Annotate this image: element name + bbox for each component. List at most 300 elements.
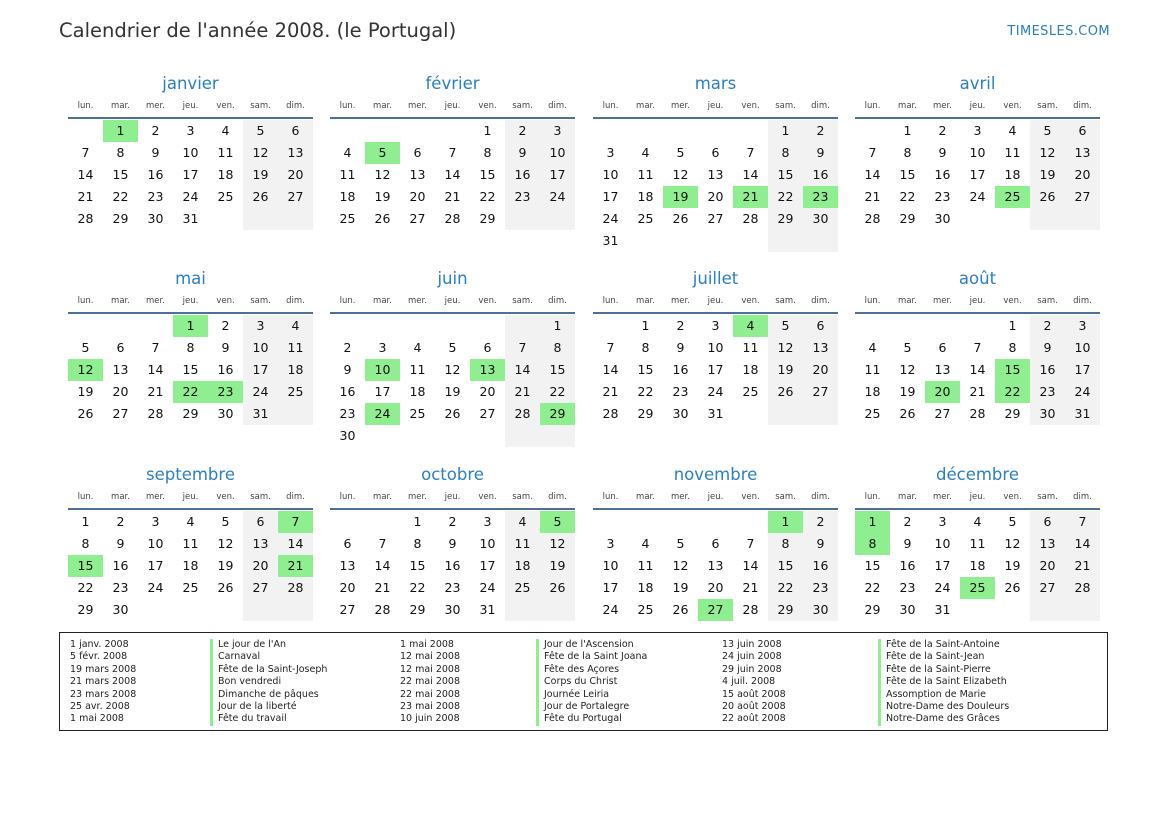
day-cell: 10 (602, 167, 619, 182)
day-cell: 11 (182, 536, 199, 551)
day-cell: 24 (1065, 381, 1100, 403)
day-cell: 19 (374, 189, 391, 204)
day-cell: 10 (365, 359, 400, 381)
empty-cell (733, 511, 768, 533)
day-cell: 19 (1030, 164, 1065, 186)
day-cell: 2 (151, 123, 160, 138)
weekday-label: dim. (811, 296, 830, 306)
day-cell: 30 (217, 406, 234, 421)
day-cell: 13 (278, 142, 313, 164)
month-name: février (425, 74, 480, 93)
day-cell: 20 (707, 580, 724, 595)
day-cell: 2 (803, 120, 838, 142)
empty-cell (698, 511, 733, 533)
day-cell: 4 (973, 514, 982, 529)
day-cell: 13 (803, 337, 838, 359)
weekday-label: jeu. (707, 492, 724, 502)
week-row (68, 208, 313, 230)
day-cell: 29 (637, 406, 654, 421)
day-cell: 12 (217, 536, 234, 551)
month-name: décembre (936, 465, 1019, 484)
day-cell: 9 (505, 142, 540, 164)
weekday-label: lun. (77, 101, 94, 111)
weekday-label: sam. (512, 492, 533, 502)
day-cell: 6 (413, 145, 422, 160)
day-cell: 18 (278, 359, 313, 381)
weekday-label: ven. (216, 296, 235, 306)
weekday-label: jeu. (182, 492, 199, 502)
week-row (593, 555, 838, 577)
day-cell: 10 (707, 340, 724, 355)
empty-cell (243, 599, 278, 621)
day-cell: 11 (742, 340, 759, 355)
legend-date: 23 mai 2008 (400, 700, 461, 712)
day-cell: 17 (707, 362, 724, 377)
weekday-label: ven. (741, 492, 760, 502)
week-row (68, 403, 313, 425)
day-cell: 10 (1065, 337, 1100, 359)
day-cell: 16 (803, 164, 838, 186)
empty-cell (663, 511, 698, 533)
week-row (68, 186, 313, 208)
week-row (855, 533, 1100, 555)
empty-cell (278, 403, 313, 425)
weekday-label: jeu. (444, 492, 461, 502)
day-cell: 8 (903, 145, 912, 160)
week-row (330, 381, 575, 403)
day-cell: 22 (112, 189, 129, 204)
legend-holiday-name: Fête des Açores (536, 664, 647, 676)
empty-cell (733, 403, 768, 425)
legend-holiday-name: Corps du Christ (536, 676, 647, 688)
weekday-label: sam. (775, 101, 796, 111)
day-cell: 6 (1065, 120, 1100, 142)
month-days (68, 511, 313, 621)
weekday-label: ven. (1003, 101, 1022, 111)
month-name: août (958, 269, 997, 288)
month-10 (593, 463, 838, 621)
day-cell: 29 (540, 403, 575, 425)
day-cell: 29 (112, 211, 129, 226)
weekday-label: lun. (339, 492, 356, 502)
day-cell: 21 (505, 381, 540, 403)
day-cell: 22 (479, 189, 496, 204)
day-cell: 6 (483, 340, 492, 355)
week-row (68, 142, 313, 164)
day-cell: 25 (217, 189, 234, 204)
day-cell: 18 (339, 189, 356, 204)
day-cell: 3 (1065, 315, 1100, 337)
day-cell: 21 (733, 186, 768, 208)
day-cell: 17 (479, 558, 496, 573)
day-cell: 25 (637, 211, 654, 226)
weekday-header (330, 99, 575, 119)
empty-cell (330, 511, 365, 533)
legend-holiday-name: Notre-Dame des Grâces (878, 713, 1009, 725)
week-row (593, 337, 838, 359)
legend-date: 12 mai 2008 (400, 651, 461, 663)
legend-date: 4 juil. 2008 (722, 676, 776, 688)
day-cell: 17 (969, 167, 986, 182)
day-cell: 15 (68, 555, 103, 577)
day-cell: 17 (602, 189, 619, 204)
week-row (330, 511, 575, 533)
empty-cell (855, 315, 890, 337)
weekday-header (593, 99, 838, 119)
day-cell: 17 (182, 167, 199, 182)
weekday-label: ven. (478, 492, 497, 502)
weekday-label: mer. (146, 492, 165, 502)
legend-holiday-name: Fête de la Saint-Jean (878, 651, 1009, 663)
day-cell: 21 (864, 189, 881, 204)
day-cell: 8 (855, 533, 890, 555)
week-row (855, 337, 1100, 359)
weekday-label: jeu. (969, 296, 986, 306)
month-name: septembre (146, 465, 235, 484)
day-cell: 27 (803, 381, 838, 403)
day-cell: 28 (969, 406, 986, 421)
day-cell: 9 (343, 362, 352, 377)
day-cell: 11 (969, 536, 986, 551)
day-cell: 11 (864, 362, 881, 377)
day-cell: 25 (742, 384, 759, 399)
empty-cell (330, 315, 365, 337)
day-cell: 1 (81, 514, 90, 529)
empty-cell (400, 425, 435, 447)
day-cell: 18 (864, 384, 881, 399)
day-cell: 15 (768, 555, 803, 577)
legend-date: 19 mars 2008 (70, 663, 137, 675)
day-cell: 28 (147, 406, 164, 421)
weekday-label: ven. (741, 101, 760, 111)
empty-cell (365, 120, 400, 142)
legend-holiday-name: Fête de la Saint-Joseph (210, 664, 327, 676)
empty-cell (593, 120, 628, 142)
day-cell: 7 (505, 337, 540, 359)
weekday-label: dim. (1073, 492, 1092, 502)
week-row (330, 337, 575, 359)
day-cell: 27 (707, 211, 724, 226)
day-cell: 2 (938, 123, 947, 138)
empty-cell (138, 315, 173, 337)
day-cell: 1 (540, 315, 575, 337)
legend-holiday-name: Jour de Portalegre (536, 701, 647, 713)
day-cell: 5 (1030, 120, 1065, 142)
day-cell: 9 (903, 536, 912, 551)
day-cell: 26 (243, 186, 278, 208)
day-cell: 4 (278, 315, 313, 337)
day-cell: 6 (1030, 511, 1065, 533)
day-cell: 12 (899, 362, 916, 377)
day-cell: 4 (641, 145, 650, 160)
weekday-label: lun. (339, 296, 356, 306)
day-cell: 13 (1065, 142, 1100, 164)
weekday-label: mar. (373, 296, 392, 306)
day-cell: 5 (676, 536, 685, 551)
legend-holiday-name: Carnaval (210, 651, 327, 663)
day-cell: 15 (768, 164, 803, 186)
weekday-label: mer. (408, 296, 427, 306)
empty-cell (470, 315, 505, 337)
week-row (330, 315, 575, 337)
weekday-label: lun. (77, 492, 94, 502)
day-cell: 21 (374, 580, 391, 595)
week-row (593, 208, 838, 230)
day-cell: 15 (540, 359, 575, 381)
weekday-label: ven. (478, 101, 497, 111)
weekday-label: ven. (1003, 492, 1022, 502)
day-cell: 1 (855, 511, 890, 533)
day-cell: 21 (444, 189, 461, 204)
day-cell: 26 (899, 406, 916, 421)
day-cell: 22 (173, 381, 208, 403)
empty-cell (698, 230, 733, 252)
day-cell: 19 (217, 558, 234, 573)
day-cell: 18 (217, 167, 234, 182)
day-cell: 29 (864, 602, 881, 617)
week-row (593, 577, 838, 599)
day-cell: 6 (711, 536, 720, 551)
weekday-label: mar. (898, 296, 917, 306)
week-row (330, 555, 575, 577)
weekday-label: lun. (864, 296, 881, 306)
day-cell: 11 (339, 167, 356, 182)
day-cell: 27 (339, 602, 356, 617)
day-cell: 15 (864, 558, 881, 573)
day-cell: 4 (186, 514, 195, 529)
day-cell: 25 (505, 577, 540, 599)
day-cell: 10 (147, 536, 164, 551)
legend-holiday-name: Le jour de l'An (210, 639, 327, 651)
day-cell: 26 (768, 381, 803, 403)
day-cell: 13 (243, 533, 278, 555)
week-row (68, 381, 313, 403)
month-2 (593, 72, 838, 252)
day-cell: 14 (1065, 533, 1100, 555)
day-cell: 7 (973, 340, 982, 355)
day-cell: 30 (934, 211, 951, 226)
day-cell: 2 (505, 120, 540, 142)
empty-cell (628, 511, 663, 533)
day-cell: 21 (147, 384, 164, 399)
weekday-label: jeu. (182, 101, 199, 111)
day-cell: 10 (602, 558, 619, 573)
month-days (855, 120, 1100, 230)
weekday-header (68, 490, 313, 510)
day-cell: 6 (243, 511, 278, 533)
day-cell: 2 (448, 514, 457, 529)
week-row (330, 359, 575, 381)
day-cell: 26 (540, 577, 575, 599)
day-cell: 15 (637, 362, 654, 377)
day-cell: 5 (540, 511, 575, 533)
legend-holiday-name: Fête de la Saint Elizabeth (878, 676, 1009, 688)
day-cell: 23 (444, 580, 461, 595)
empty-cell (960, 599, 995, 621)
day-cell: 30 (672, 406, 689, 421)
day-cell: 11 (409, 362, 426, 377)
day-cell: 8 (768, 142, 803, 164)
week-row (855, 208, 1100, 230)
empty-cell (365, 425, 400, 447)
month-5 (330, 267, 575, 447)
day-cell: 18 (409, 384, 426, 399)
day-cell: 4 (1008, 123, 1017, 138)
weekday-label: dim. (548, 492, 567, 502)
day-cell: 29 (899, 211, 916, 226)
brand-link[interactable]: TIMESLES.COM (1007, 24, 1110, 39)
week-row (330, 208, 575, 230)
day-cell: 7 (746, 145, 755, 160)
month-name: novembre (673, 465, 758, 484)
day-cell: 19 (540, 555, 575, 577)
day-cell: 17 (934, 558, 951, 573)
day-cell: 7 (278, 511, 313, 533)
day-cell: 29 (77, 602, 94, 617)
weekday-label: mer. (671, 101, 690, 111)
day-cell: 9 (221, 340, 230, 355)
weekday-label: dim. (811, 492, 830, 502)
weekday-header (330, 490, 575, 510)
day-cell: 3 (483, 514, 492, 529)
day-cell: 14 (444, 167, 461, 182)
weekday-label: lun. (602, 101, 619, 111)
empty-cell (68, 120, 103, 142)
day-cell: 9 (803, 142, 838, 164)
day-cell: 19 (444, 384, 461, 399)
weekday-label: lun. (602, 492, 619, 502)
month-9 (330, 463, 575, 621)
day-cell: 13 (112, 362, 129, 377)
week-row (68, 337, 313, 359)
day-cell: 26 (1004, 580, 1021, 595)
day-cell: 4 (343, 145, 352, 160)
legend-date: 21 mars 2008 (70, 676, 137, 688)
empty-cell (505, 425, 540, 447)
weekday-label: dim. (548, 101, 567, 111)
day-cell: 3 (378, 340, 387, 355)
day-cell: 20 (479, 384, 496, 399)
month-name: avril (959, 74, 996, 93)
day-cell: 22 (768, 186, 803, 208)
empty-cell (540, 425, 575, 447)
day-cell: 28 (278, 577, 313, 599)
day-cell: 7 (448, 145, 457, 160)
empty-cell (505, 315, 540, 337)
day-cell: 28 (864, 211, 881, 226)
day-cell: 3 (540, 120, 575, 142)
day-cell: 7 (1065, 511, 1100, 533)
day-cell: 28 (602, 406, 619, 421)
legend-date: 22 mai 2008 (400, 676, 461, 688)
day-cell: 30 (899, 602, 916, 617)
day-cell: 1 (1008, 318, 1017, 333)
day-cell: 8 (413, 536, 422, 551)
day-cell: 24 (969, 189, 986, 204)
legend-holiday-name: Fête de la Saint Joana (536, 651, 647, 663)
day-cell: 31 (182, 211, 199, 226)
day-cell: 28 (505, 403, 540, 425)
weekday-label: mer. (933, 101, 952, 111)
day-cell: 7 (606, 340, 615, 355)
month-days (68, 315, 313, 425)
legend-dates-column (722, 639, 786, 726)
day-cell: 26 (217, 580, 234, 595)
day-cell: 9 (116, 536, 125, 551)
legend-date: 13 juin 2008 (722, 639, 782, 650)
empty-cell (803, 403, 838, 425)
day-cell: 23 (208, 381, 243, 403)
month-days (330, 315, 575, 447)
empty-cell (768, 230, 803, 252)
day-cell: 4 (641, 536, 650, 551)
day-cell: 16 (147, 167, 164, 182)
legend-names-column (210, 639, 327, 726)
empty-cell (995, 599, 1030, 621)
day-cell: 24 (707, 384, 724, 399)
day-cell: 13 (470, 359, 505, 381)
weekday-header (855, 294, 1100, 314)
day-cell: 12 (672, 167, 689, 182)
weekday-label: mer. (146, 296, 165, 306)
week-row (330, 403, 575, 425)
day-cell: 3 (606, 145, 615, 160)
empty-cell (470, 425, 505, 447)
legend-holiday-name: Fête du Portugal (536, 713, 647, 725)
day-cell: 14 (742, 167, 759, 182)
weekday-label: sam. (512, 296, 533, 306)
month-6 (593, 267, 838, 425)
day-cell: 1 (413, 514, 422, 529)
day-cell: 9 (1030, 337, 1065, 359)
week-row (855, 577, 1100, 599)
weekday-label: dim. (1073, 101, 1092, 111)
empty-cell (1065, 208, 1100, 230)
month-11 (855, 463, 1100, 621)
weekday-label: sam. (512, 101, 533, 111)
day-cell: 8 (1008, 340, 1017, 355)
day-cell: 19 (77, 384, 94, 399)
weekday-label: mer. (933, 296, 952, 306)
legend-date: 20 août 2008 (722, 700, 786, 712)
day-cell: 26 (77, 406, 94, 421)
empty-cell (1030, 599, 1065, 621)
day-cell: 11 (505, 533, 540, 555)
empty-cell (768, 403, 803, 425)
day-cell: 12 (243, 142, 278, 164)
day-cell: 30 (147, 211, 164, 226)
day-cell: 13 (934, 362, 951, 377)
day-cell: 16 (672, 362, 689, 377)
empty-cell (330, 120, 365, 142)
day-cell: 3 (151, 514, 160, 529)
day-cell: 31 (479, 602, 496, 617)
empty-cell (278, 208, 313, 230)
legend-date: 1 mai 2008 (400, 639, 454, 650)
day-cell: 1 (903, 123, 912, 138)
day-cell: 6 (803, 315, 838, 337)
legend-date: 12 mai 2008 (400, 663, 461, 675)
empty-cell (803, 230, 838, 252)
day-cell: 1 (768, 120, 803, 142)
week-row (855, 142, 1100, 164)
weekday-label: ven. (478, 296, 497, 306)
day-cell: 5 (768, 315, 803, 337)
day-cell: 20 (707, 189, 724, 204)
weekday-header (855, 99, 1100, 119)
empty-cell (208, 208, 243, 230)
day-cell: 16 (112, 558, 129, 573)
